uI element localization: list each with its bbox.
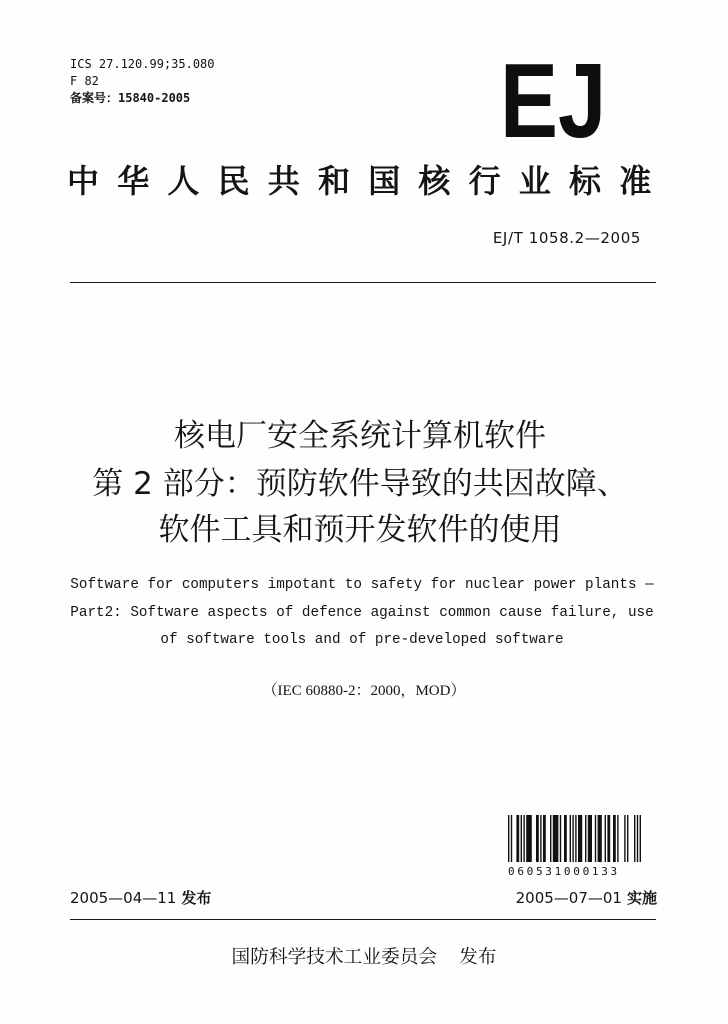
barcode-bar [516,815,519,862]
zh-title-line: 软件工具和预开发软件的使用 [158,512,562,548]
barcode-bar [627,815,628,862]
barcode-bar [536,815,539,862]
barcode-bar [585,815,586,862]
barcode-bar [575,815,576,862]
ccs-code: F 82 [70,74,99,88]
issue-date-value: 2005—04—11 [70,889,177,907]
barcode-bar [540,815,541,862]
publisher-action: 发布 [459,947,497,968]
barcode-bar [617,815,618,862]
barcode-bar [543,815,546,862]
barcode-bar [607,815,610,862]
en-title-line: Software for computers impotant to safety for nuclear power plants — [70,577,654,593]
barcode-bar [570,815,571,862]
barcode-bar [523,815,524,862]
barcode-bar [640,815,641,862]
standard-category: 中华人民共和国核行业标准 [67,162,670,200]
implementation-date-label: 实施 [626,889,657,907]
ej-logo: EJ [500,42,607,160]
barcode-bar [588,815,592,862]
en-title-line: Part2: Software aspects of defence against common cause failure, use [70,605,654,621]
barcode-bar [553,815,559,862]
implementation-date [516,891,657,906]
publisher-name: 国防科学技术工业委员会 [231,947,438,968]
standard-code: EJ/T 1058.2—2005 [492,229,641,247]
barcode-bar [508,815,509,862]
barcode-bar [550,815,551,862]
barcode-bar [572,815,573,862]
barcode-bar [578,815,582,862]
en-title-line: of software tools and of pre-developed software [160,632,564,648]
record-number: 备案号：15840-2005 [70,91,191,105]
publisher [0,949,728,968]
barcode-bar [521,815,522,862]
barcode-bar [526,815,532,862]
barcode-bar [634,815,635,862]
barcode-bar [637,815,638,862]
barcode-bar [598,815,602,862]
barcode-bar [564,815,567,862]
issue-date [70,891,211,906]
barcode-bar [560,815,561,862]
barcode-bar [511,815,512,862]
barcode-bar [613,815,616,862]
barcode-number: 060531000133 [508,865,620,878]
implementation-date-value: 2005—07—01 [515,889,622,907]
bottom-divider [70,919,656,920]
barcode-bar [595,815,596,862]
barcode [508,815,641,862]
top-divider [70,282,656,283]
iec-adoption-note: （IEC 60880-2：2000，MOD） [262,683,466,699]
barcode-bar [624,815,625,862]
zh-title-line: 第 2 部分：预防软件导致的共因故障、 [92,466,628,502]
barcode-bar [605,815,606,862]
ics-code: ICS 27.120.99;35.080 [70,57,215,71]
zh-title-line: 核电厂安全系统计算机软件 [174,418,546,454]
issue-date-label: 发布 [181,889,212,907]
